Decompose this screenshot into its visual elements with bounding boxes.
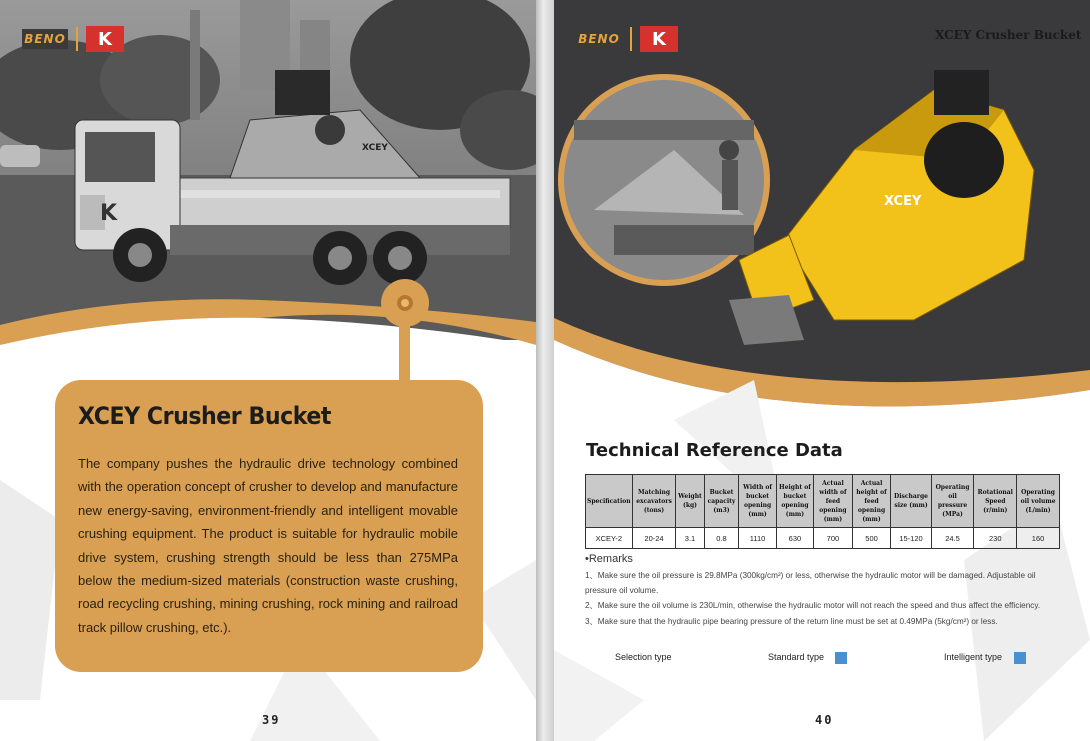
brand-logo: [22, 26, 124, 52]
table-cell: 15-120: [891, 528, 931, 549]
bucket-photo: [554, 0, 1090, 741]
product-description: The company pushes the hydraulic drive technology combined with the operation concept of crusher to develop and manufacture new energy-saving, environment-friendly and intelligent movable crushing equipment. The product is suitable for hydraulic mobile drive system, crushing strength should be less than 275MPa below the medium-sized materials (construction waste crushing, road recycling crushing, mining crushing, rock mining and railroad track pillow crushing, etc.).: [78, 456, 458, 635]
logo-divider: [76, 27, 78, 51]
spec-table: [585, 474, 1060, 549]
logo-divider: [630, 27, 632, 51]
col-header: Rotational Speed (r/min): [974, 475, 1017, 528]
col-header: Actual width of feed opening (mm): [814, 475, 852, 528]
remark-item: 2、Make sure the oil volume is 230L/min, otherwise the hydraulic motor will not reach the speed and thus affect the efficiency.: [585, 601, 1041, 610]
section-title: Technical Reference Data: [586, 440, 843, 461]
col-header: Specification: [586, 475, 633, 528]
bucket-label: XCEY: [884, 194, 922, 209]
page-right: [554, 0, 1090, 741]
table-cell: 1110: [739, 528, 776, 549]
remark-item: 1、Make sure the oil pressure is 29.8MPa (300kg/cm²) or less, otherwise the hydraulic motor will be damaged. Adjustable oil pressure oil volume.: [585, 571, 1036, 595]
col-header: Operating oil pressure (MPa): [931, 475, 974, 528]
standard-type-label: Standard type: [768, 652, 825, 662]
col-header: Height of bucket opening (mm): [776, 475, 814, 528]
table-cell: 3.1: [676, 528, 704, 549]
truck-bucket-label: XCEY: [362, 143, 388, 153]
table-cell: 20-24: [632, 528, 676, 549]
table-cell: 24.5: [931, 528, 974, 549]
brand-logo-right: [576, 26, 678, 52]
col-header: Operating oil volume (L/min): [1017, 475, 1060, 528]
table-cell: 630: [776, 528, 814, 549]
page-number-left: 39: [262, 713, 281, 727]
running-header: XCEY Crusher Bucket: [935, 28, 1082, 42]
col-header: Matching excavators (tons): [632, 475, 676, 528]
intelligent-type-label: Intelligent type: [944, 652, 1003, 662]
page-left: [0, 0, 536, 741]
k-logo: K: [640, 26, 678, 52]
beno-logo: BENO: [576, 29, 622, 49]
col-header: Bucket capacity (m3): [704, 475, 739, 528]
col-header: Weight (kg): [676, 475, 704, 528]
intelligent-type-checkbox[interactable]: [1014, 652, 1026, 664]
table-cell: 0.8: [704, 528, 739, 549]
beno-logo: BENO: [22, 29, 68, 49]
selection-type-label: Selection type: [615, 652, 672, 662]
k-logo: K: [86, 26, 124, 52]
page-number-right: 40: [815, 713, 834, 727]
table-header-row: [586, 475, 1060, 528]
table-row: [586, 528, 1060, 549]
remark-item: 3、Make sure that the hydraulic pipe bearing pressure of the return line must be set at 0.49MPa (5kg/cm²) or less.: [585, 617, 998, 626]
table-cell: 700: [814, 528, 852, 549]
col-header: Actual height of feed opening (mm): [852, 475, 891, 528]
svg-text:K: K: [100, 201, 118, 226]
table-cell: 500: [852, 528, 891, 549]
table-cell: XCEY-2: [586, 528, 633, 549]
product-title: XCEY Crusher Bucket: [78, 402, 331, 430]
col-header: Width of bucket opening (mm): [739, 475, 776, 528]
col-header: Discharge size (mm): [891, 475, 931, 528]
remarks-heading: •Remarks: [585, 553, 633, 565]
book-gutter: [536, 0, 554, 741]
table-cell: 160: [1017, 528, 1060, 549]
standard-type-checkbox[interactable]: [835, 652, 847, 664]
table-cell: 230: [974, 528, 1017, 549]
